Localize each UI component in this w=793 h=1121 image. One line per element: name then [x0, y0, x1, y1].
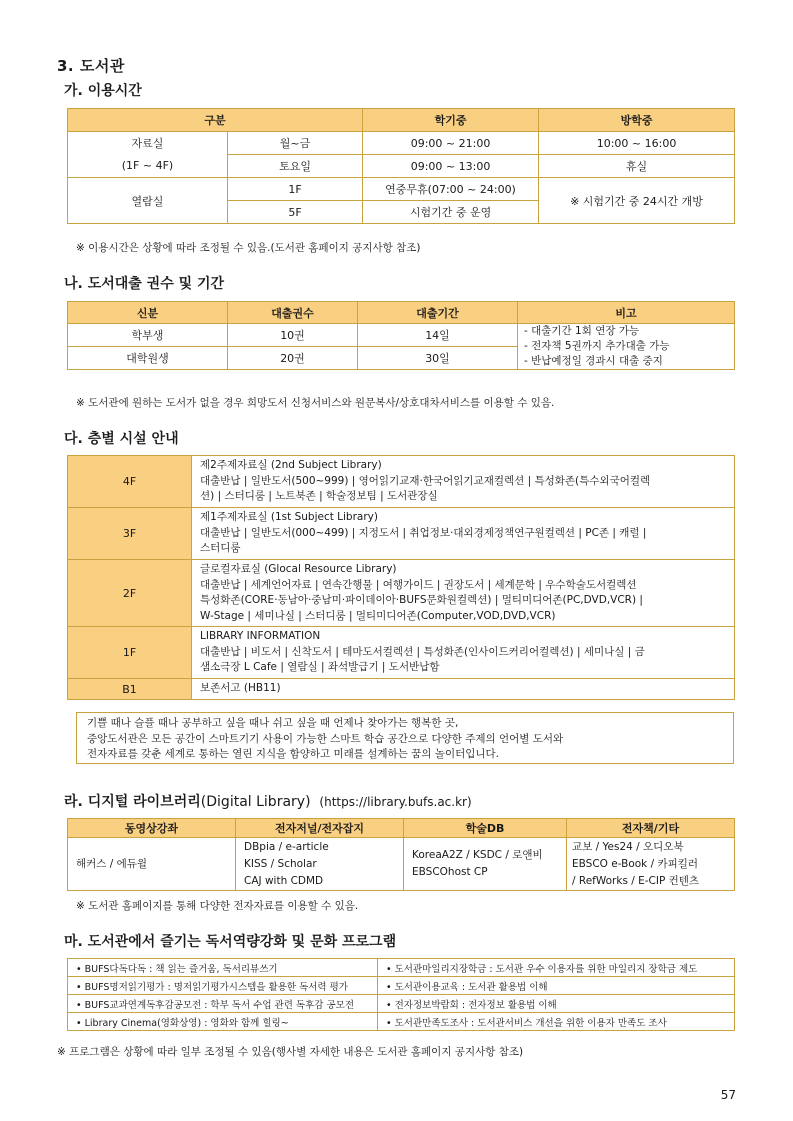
floor-desc-line: 대출반납 | 세계언어자료 | 연속간행물 | 여행가이드 | 권장도서 | 세계문학 | 우수학술도서컬렉션	[200, 578, 637, 591]
digital-header: 동영상강좌	[68, 819, 236, 838]
digital-db-line: EBSCOhost CP	[412, 866, 488, 878]
floor-desc	[192, 560, 735, 627]
program-item: • 도서관마일리지장학금 : 도서관 우수 이용자를 위한 마일리지 장학금 제도	[378, 959, 735, 977]
intro-line: 기쁠 때나 슬플 때나 공부하고 싶을 때나 쉬고 싶을 때 언제나 찾아가는 행복한 곳,	[87, 717, 459, 729]
digital-db	[404, 838, 567, 891]
hours-header-vacation: 방학중	[539, 109, 735, 132]
digital-journal-line: CAJ with CDMD	[244, 874, 324, 887]
floor-desc-line: 대출반납 | 일반도서(500~999) | 영어읽기교재·한국어읽기교재컬렉션 | 특성화존(특수외국어컬렉	[200, 474, 651, 487]
floor-desc	[192, 508, 735, 560]
floor-label: B1	[68, 679, 192, 700]
digital-ebook-line: EBSCO e-Book / 카피킬러	[572, 857, 699, 870]
floor-label: 4F	[68, 456, 192, 508]
hours-note: ※ 이용시간은 상황에 따라 조정될 수 있음.(도서관 홈페이지 공지사항 참조)	[76, 242, 421, 254]
digital-video: 해커스 / 에듀윌	[68, 838, 236, 891]
page-number: 57	[720, 1088, 736, 1102]
programs-note: ※ 프로그램은 상황에 따라 일부 조정될 수 있음(행사별 자세한 내용은 도서관 홈페이지 공지사항 참조)	[57, 1046, 524, 1058]
program-item: • BUFS다독다독 : 책 읽는 즐거움, 독서리뷰쓰기	[68, 959, 378, 977]
program-item: • 전자정보박람회 : 전자정보 활용법 이해	[378, 995, 735, 1013]
intro-line: 전자자료를 갖춘 세계로 통하는 열린 지식을 함양하고 미래를 설계하는 꿈의 놀이터입니다.	[87, 748, 500, 760]
loan-count: 20권	[228, 347, 358, 370]
digital-journal-line: KISS / Scholar	[244, 857, 317, 870]
reading-room-label: 열람실	[68, 178, 228, 224]
loan-note: ※ 도서관에 원하는 도서가 없을 경우 희망도서 신청서비스와 원문복사/상호대차서비스를 이용할 수 있음.	[76, 397, 555, 409]
loan-period: 14일	[358, 324, 518, 347]
digital-title-ko: 라. 디지털 라이브러리	[64, 794, 201, 810]
floor-desc-line: 특성화존(CORE·동남아·중남미·파이데이아·BUFS문화원컬렉션) | 멀티미디어존(PC,DVD,VCR) |	[200, 594, 643, 606]
loan-remark: - 반납예정일 경과시 대출 중지	[524, 355, 663, 367]
digital-title-en: (Digital Library)	[200, 794, 311, 810]
digital-url[interactable]: (https://library.bufs.ac.kr)	[319, 795, 472, 809]
weekday-label: 월~금	[228, 132, 363, 155]
programs-title: 마. 도서관에서 즐기는 독서역량강화 및 문화 프로그램	[64, 934, 397, 950]
digital-ebook-line: / RefWorks / E-CIP 컨텐츠	[572, 874, 700, 887]
loan-count: 10권	[228, 324, 358, 347]
digital-journals	[236, 838, 404, 891]
digital-header: 전자저널/전자잡지	[236, 819, 404, 838]
jaryo-cell	[68, 132, 228, 178]
digital-note: ※ 도서관 홈페이지를 통해 다양한 전자자료를 이용할 수 있음.	[76, 900, 359, 912]
floor-label: 1F	[68, 627, 192, 679]
program-item: • BUFS명저읽기평가 : 명저읽기평가시스템을 활용한 독서력 평가	[68, 977, 378, 995]
floor-desc-line: 스터디룸	[200, 542, 241, 555]
floor-desc-line: 글로컬자료실 (Glocal Resource Library)	[200, 563, 397, 575]
loan-header-count: 대출권수	[228, 302, 358, 324]
loan-header-remarks: 비고	[518, 302, 735, 324]
digital-title	[64, 791, 472, 811]
loan-header-period: 대출기간	[358, 302, 518, 324]
loan-remark: - 전자책 5권까지 추가대출 가능	[524, 340, 670, 352]
floors-title: 다. 층별 시설 안내	[64, 431, 179, 447]
floor-1f-label: 1F	[228, 178, 363, 201]
weekday-vacation: 10:00 ~ 16:00	[539, 132, 735, 155]
saturday-term: 09:00 ~ 13:00	[363, 155, 539, 178]
weekday-term: 09:00 ~ 21:00	[363, 132, 539, 155]
floor-5f-term: 시험기간 중 운영	[363, 201, 539, 224]
floor-label: 3F	[68, 508, 192, 560]
floor-desc-line: 보존서고 (HB11)	[200, 682, 281, 695]
jaryo-label: 자료실	[131, 136, 164, 150]
floor-desc	[192, 456, 735, 508]
floor-desc-line: LIBRARY INFORMATION	[200, 630, 321, 643]
digital-header: 학술DB	[404, 819, 567, 838]
loan-header-status: 신분	[68, 302, 228, 324]
section-title: 3. 도서관	[57, 57, 125, 75]
reading-room-vacation: ※ 시험기간 중 24시간 개방	[539, 178, 735, 224]
saturday-label: 토요일	[228, 155, 363, 178]
loan-status: 대학원생	[68, 347, 228, 370]
floor-desc-line: 션) | 스터디룸 | 노트북존 | 학술정보팀 | 도서관장실	[200, 490, 438, 503]
loan-title: 나. 도서대출 권수 및 기간	[64, 276, 225, 292]
floor-desc-line: 대출반납 | 비도서 | 신착도서 | 테마도서컬렉션 | 특성화존(인사이드커리어컬렉션) | 세미나실 | 금	[200, 645, 645, 658]
digital-db-line: KoreaA2Z / KSDC / 로앤비	[412, 849, 543, 861]
hours-title: 가. 이용시간	[64, 83, 142, 99]
digital-ebook-line: 교보 / Yes24 / 오디오북	[572, 840, 684, 853]
intro-line: 중앙도서관은 모든 공간이 스마트기기 사용이 가능한 스마트 학습 공간으로 다양한 주제의 언어별 도서와	[87, 732, 564, 745]
program-item: • 도서관이용교육 : 도서관 활용법 이해	[378, 977, 735, 995]
floor-desc-line: 제1주제자료실 (1st Subject Library)	[200, 511, 378, 524]
loan-period: 30일	[358, 347, 518, 370]
floor-desc	[192, 679, 735, 700]
floor-desc-line: 제2주제자료실 (2nd Subject Library)	[200, 459, 382, 472]
loan-status: 학부생	[68, 324, 228, 347]
hours-header-category: 구분	[68, 109, 363, 132]
program-item: • 도서관만족도조사 : 도서관서비스 개선을 위한 이용자 만족도 조사	[378, 1013, 735, 1031]
floor-desc-line: W-Stage | 세미나실 | 스터디룸 | 멀티미디어존(Computer,VOD,DVD,VCR)	[200, 609, 556, 622]
floor-desc-line: 샘소극장 L Cafe | 열람실 | 좌석발급기 | 도서반납함	[200, 661, 440, 674]
floor-desc-line: 대출반납 | 일반도서(000~499) | 지정도서 | 취업정보·대외경제정책연구원컬렉션 | PC존 | 캐럴 |	[200, 526, 647, 539]
hours-header-term: 학기중	[363, 109, 539, 132]
digital-table	[67, 818, 735, 891]
floor-desc	[192, 627, 735, 679]
hours-table	[67, 108, 735, 224]
intro-box	[76, 712, 734, 764]
floor-1f-term: 연중무휴(07:00 ~ 24:00)	[363, 178, 539, 201]
floor-label: 2F	[68, 560, 192, 627]
program-item: • BUFS교과연계독후감공모전 : 학부 독서 수업 관련 독후감 공모전	[68, 995, 378, 1013]
digital-ebooks	[567, 838, 735, 891]
loan-table	[67, 301, 735, 370]
jaryo-floors: (1F ~ 4F)	[121, 158, 174, 172]
floor-table	[67, 455, 735, 700]
program-item: • Library Cinema(영화상영) : 영화와 함께 힐링~	[68, 1013, 378, 1031]
floor-5f-label: 5F	[228, 201, 363, 224]
saturday-vacation: 휴실	[539, 155, 735, 178]
programs-table	[67, 958, 735, 1031]
digital-journal-line: DBpia / e-article	[244, 840, 329, 853]
loan-remarks	[518, 324, 735, 370]
digital-header: 전자책/기타	[567, 819, 735, 838]
loan-remark: - 대출기간 1회 연장 가능	[524, 325, 640, 337]
